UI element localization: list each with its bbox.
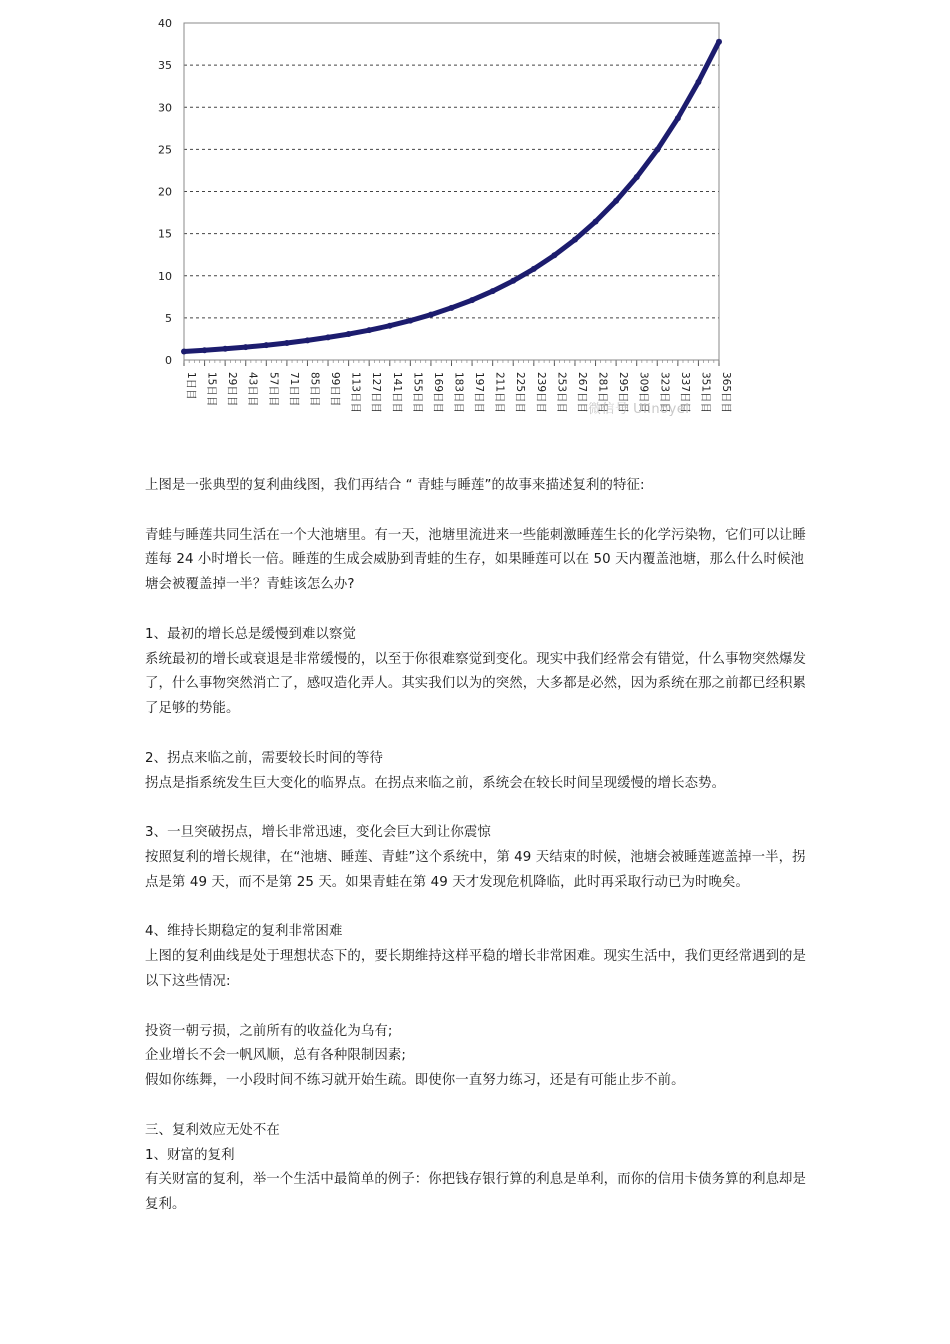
- x-tick-label: 323日目: [658, 372, 671, 414]
- data-point: [181, 348, 187, 354]
- part-3-title: 三、复利效应无处不在: [145, 1122, 280, 1138]
- data-point: [243, 344, 249, 350]
- data-point: [695, 79, 701, 85]
- data-point: [593, 219, 599, 225]
- compound-interest-chart: [140, 10, 740, 430]
- data-point: [531, 266, 537, 272]
- y-tick-label: 15: [158, 227, 172, 241]
- chart-gridlines: [184, 65, 719, 318]
- data-point: [572, 237, 578, 243]
- section-1-body: 系统最初的增长或衰退是非常缓慢的，以至于你很难察觉到变化。现实中我们经常会有错觉，什么事物突然爆发了，什么事物突然消亡了，感叹造化弄人。其实我们以为的突然，大多都是必然，因为系统在那之前都已经积累了足够的势能。: [145, 651, 807, 717]
- data-point: [551, 252, 557, 258]
- x-tick-label: 99日目: [329, 372, 342, 407]
- x-tick-label: 239日目: [534, 372, 547, 414]
- section-4-title: 4、维持长期稳定的复利非常困难: [145, 924, 343, 940]
- y-tick-label: 20: [158, 185, 172, 199]
- x-tick-label: 43日目: [246, 372, 259, 407]
- y-tick-label: 25: [158, 143, 172, 157]
- data-point: [325, 334, 331, 340]
- section-4-body: 上图的复利曲线是处于理想状态下的，要长期维持这样平稳的增长非常困难。现实生活中，我们更经常遇到的是以下这些情况:: [145, 949, 807, 989]
- data-point: [654, 147, 660, 153]
- x-tick-label: 253日目: [555, 372, 568, 414]
- chart-series: [181, 39, 722, 355]
- data-point: [387, 323, 393, 329]
- data-point: [202, 347, 208, 353]
- y-tick-label: 5: [165, 311, 172, 325]
- section-3-body: 按照复利的增长规律，在“池塘、睡莲、青蛙”这个系统中，第 49 天结束的时候，池塘会被睡莲遮盖掉一半，拐点是第 49 天，而不是第 25 天。如果青蛙在第 49 天才发现危机降临，此时再采取行动已为时晚矣。: [145, 849, 806, 890]
- y-tick-label: 10: [158, 269, 172, 283]
- data-point: [428, 312, 434, 318]
- x-tick-label: 183日目: [452, 372, 465, 414]
- section-3-title: 3、一旦突破拐点，增长非常迅速，变化会巨大到让你震惊: [145, 825, 491, 841]
- list-item: 投资一朝亏损，之前所有的收益化为乌有;: [145, 1023, 393, 1039]
- data-point: [510, 278, 516, 284]
- x-tick-label: 15日目: [205, 372, 218, 407]
- x-tick-label: 29日目: [226, 372, 239, 407]
- data-point: [222, 346, 228, 352]
- story-paragraph: 青蛙与睡莲共同生活在一个大池塘里。有一天，池塘里流进来一些能刺激睡莲生长的化学污染物，它们可以让睡莲每 24 小时增长一倍。睡莲的生成会威胁到青蛙的生存，如果睡莲可以在 50 天内覆盖池塘，那么什么时候池塘会被覆盖掉一半？青蛙该怎么办?: [145, 527, 807, 593]
- x-tick-label: 365日目: [720, 372, 732, 414]
- wealth-section-body: 有关财富的复利，举一个生活中最简单的例子：你把钱存银行算的利息是单利，而你的信用卡债务算的利息却是复利。: [145, 1172, 807, 1213]
- intro-paragraph: 上图是一张典型的复利曲线图，我们再结合 “ 青蛙与睡莲”的故事来描述复利的特征:: [145, 478, 645, 493]
- data-point: [613, 198, 619, 204]
- data-point: [263, 342, 269, 348]
- data-point: [490, 288, 496, 294]
- data-point: [449, 305, 455, 311]
- x-tick-label: 155日目: [411, 372, 424, 414]
- x-tick-label: 295日目: [617, 372, 630, 414]
- x-tick-label: 85日目: [308, 372, 321, 407]
- x-tick-label: 57日目: [267, 372, 280, 407]
- data-point: [675, 115, 681, 121]
- x-tick-label: 267日目: [575, 372, 588, 414]
- x-tick-label: 169日目: [431, 372, 444, 414]
- x-tick-label: 351日目: [699, 372, 712, 414]
- x-tick-label: 71日目: [287, 372, 300, 407]
- section-1-title: 1、最初的增长总是缓慢到难以察觉: [145, 626, 356, 642]
- article-body: [145, 474, 817, 1218]
- x-tick-label: 141日目: [390, 372, 403, 414]
- y-tick-label: 30: [158, 101, 172, 115]
- list-item: 假如你练舞，一小段时间不练习就开始生疏。即使你一直努力练习，还是有可能止步不前。: [145, 1073, 685, 1089]
- y-tick-label: 0: [165, 354, 172, 367]
- data-point: [407, 318, 413, 324]
- data-point: [366, 327, 372, 333]
- data-point: [634, 174, 640, 180]
- x-tick-label: 281日目: [596, 372, 609, 414]
- x-tick-label: 211日目: [493, 372, 506, 414]
- data-point: [346, 331, 352, 337]
- y-axis-ticks: [158, 17, 172, 367]
- data-point: [716, 39, 722, 45]
- x-tick-label: 309日目: [637, 372, 650, 414]
- watermark-text: 微信号 Ulinoyel: [588, 402, 690, 417]
- y-tick-label: 40: [158, 17, 172, 30]
- x-tick-label: 127日目: [370, 372, 383, 414]
- data-point: [469, 297, 475, 303]
- wealth-section-title: 1、财富的复利: [145, 1147, 235, 1163]
- section-2-title: 2、拐点来临之前，需要较长时间的等待: [145, 750, 383, 766]
- y-tick-label: 35: [158, 59, 172, 73]
- data-point: [284, 340, 290, 346]
- x-tick-label: 225日目: [514, 372, 527, 414]
- x-tick-label: 113日目: [349, 372, 362, 414]
- data-point: [304, 337, 310, 343]
- section-2-body: 拐点是指系统发生巨大变化的临界点。在拐点来临之前，系统会在较长时间呈现缓慢的增长态势。: [145, 775, 726, 791]
- x-tick-label: 337日目: [678, 372, 691, 414]
- list-item: 企业增长不会一帆风顺，总有各种限制因素;: [145, 1048, 406, 1064]
- x-tick-label: 197日目: [473, 372, 486, 414]
- x-tick-label: 1日目: [185, 372, 197, 400]
